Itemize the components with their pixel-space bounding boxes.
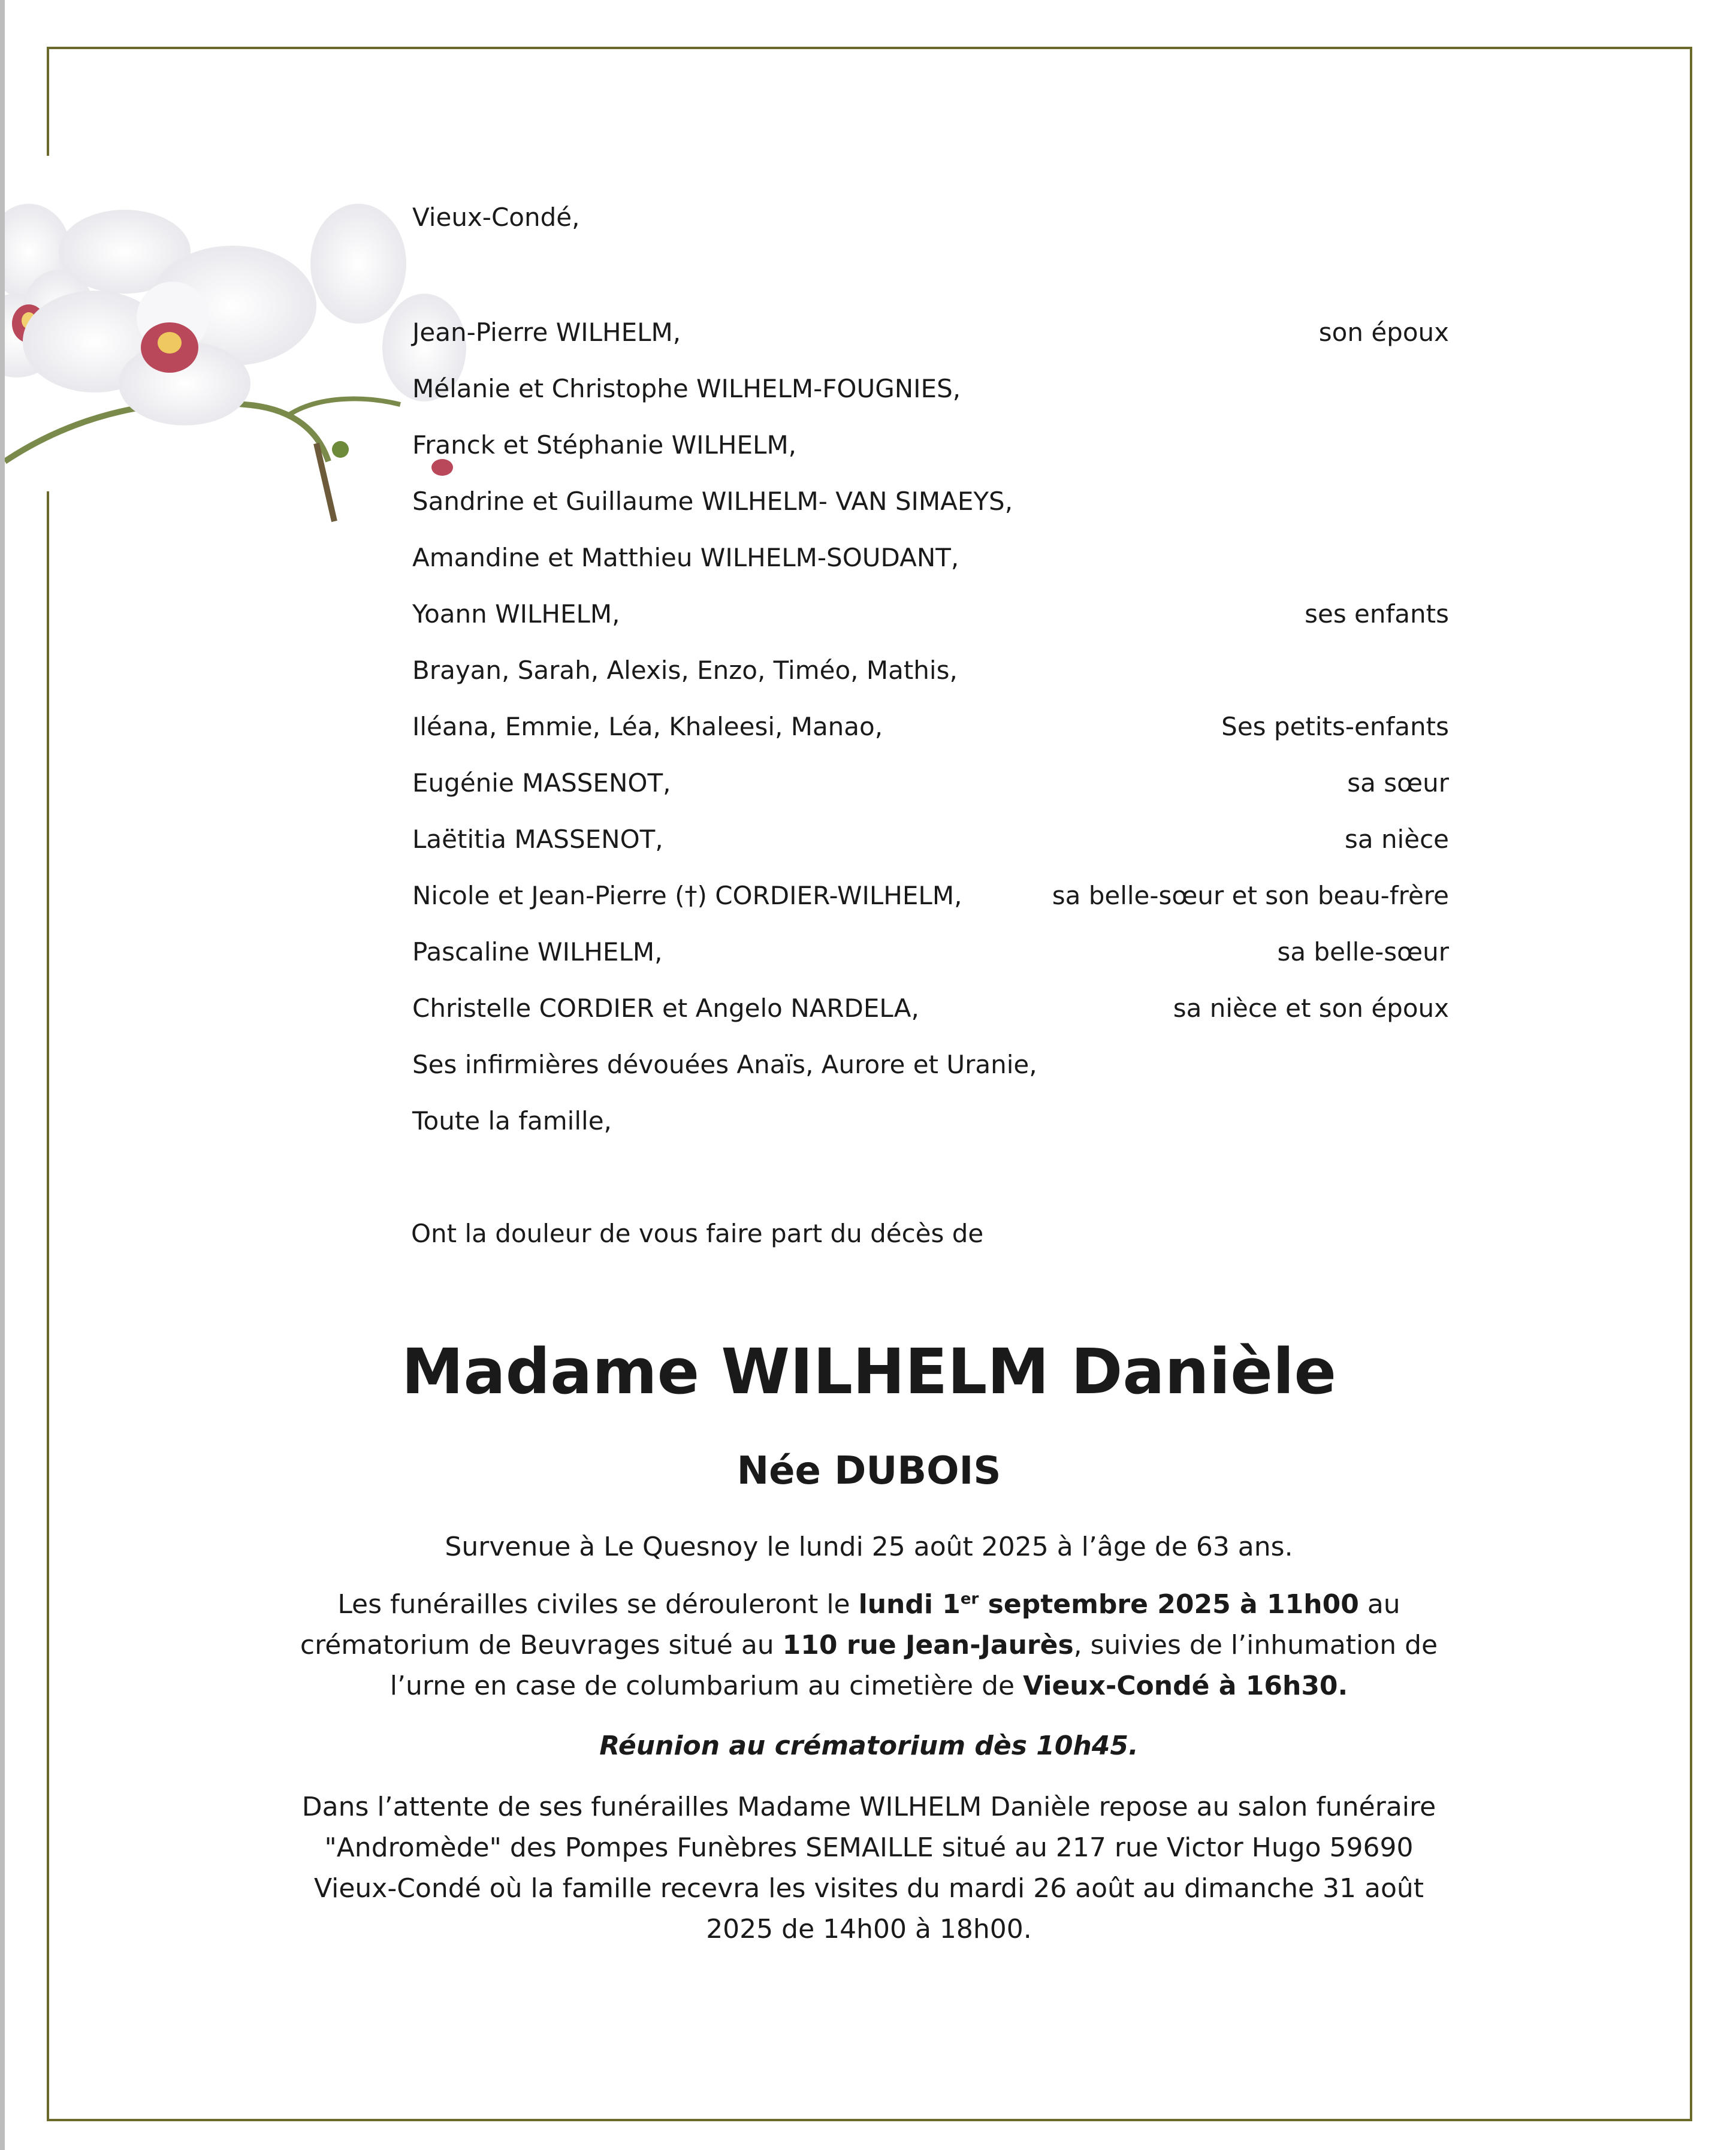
- relative-row: [412, 1050, 1449, 1106]
- city-heading: Vieux-Condé,: [412, 203, 580, 232]
- relative-role: sa nièce et son époux: [1173, 994, 1449, 1023]
- relative-name: Franck et Stéphanie WILHELM,: [412, 430, 797, 460]
- relative-row: [412, 937, 1449, 994]
- relative-row: [412, 768, 1449, 825]
- relative-name: Ses infirmières dévouées Anaïs, Aurore et Uranie,: [412, 1050, 1037, 1079]
- funeral-text-1: Les funérailles civiles se dérouleront le: [337, 1589, 859, 1620]
- relative-name: Jean-Pierre WILHELM,: [412, 318, 681, 347]
- burial-place-time: Vieux-Condé à 16h30.: [1023, 1671, 1348, 1701]
- relative-name: Pascaline WILHELM,: [412, 937, 663, 967]
- maiden-name: Née DUBOIS: [736, 1449, 1001, 1493]
- deceased-name: Madame WILHELM Danièle: [401, 1335, 1337, 1408]
- relative-row: [412, 487, 1449, 543]
- relative-row: [412, 712, 1449, 768]
- relative-row: [412, 656, 1449, 712]
- relative-role: ses enfants: [1305, 599, 1449, 629]
- relative-row: [412, 318, 1449, 374]
- relative-row: [412, 881, 1449, 937]
- relative-role: sa belle-sœur et son beau-frère: [1052, 881, 1449, 910]
- relative-role: son époux: [1318, 318, 1449, 347]
- relative-row: [412, 599, 1449, 656]
- funeral-date: lundi 1er septembre 2025 à 11h00: [858, 1589, 1359, 1620]
- relative-name: Laëtitia MASSENOT,: [412, 825, 663, 854]
- relative-role: Ses petits-enfants: [1221, 712, 1449, 741]
- relative-name: Amandine et Matthieu WILHELM-SOUDANT,: [412, 543, 959, 572]
- funeral-text-3: , suivies de l’inhumation de l’urne en case de columbarium au cimetière de: [390, 1630, 1438, 1701]
- relative-name: Brayan, Sarah, Alexis, Enzo, Timéo, Mathis,: [412, 656, 958, 685]
- relative-row: [412, 825, 1449, 881]
- relative-role: sa belle-sœur: [1277, 937, 1449, 967]
- funeral-address: 110 rue Jean-Jaurès: [782, 1630, 1074, 1660]
- funeral-text-2: au crématorium de Beuvrages situé au: [300, 1589, 1400, 1660]
- date-superscript: er: [960, 1590, 979, 1608]
- relative-row: [412, 1106, 1449, 1162]
- relative-name: Christelle CORDIER et Angelo NARDELA,: [412, 994, 919, 1023]
- funeral-details: [288, 1584, 1450, 1707]
- relatives-list: [412, 318, 1449, 1162]
- relative-row: [412, 543, 1449, 599]
- relative-name: Nicole et Jean-Pierre (†) CORDIER-WILHELM,: [412, 881, 962, 910]
- relative-name: Yoann WILHELM,: [412, 599, 620, 629]
- scan-edge: [0, 0, 5, 2150]
- meeting-notice: Réunion au crématorium dès 10h45.: [599, 1731, 1139, 1761]
- relative-role: sa sœur: [1347, 768, 1449, 798]
- relative-name: Eugénie MASSENOT,: [412, 768, 671, 798]
- relative-row: [412, 430, 1449, 487]
- relative-row: [412, 994, 1449, 1050]
- relative-name: Mélanie et Christophe WILHELM-FOUGNIES,: [412, 374, 961, 403]
- announcement-intro: Ont la douleur de vous faire part du décès de: [411, 1219, 984, 1248]
- relative-role: sa nièce: [1344, 825, 1449, 854]
- death-notice: Survenue à Le Quesnoy le lundi 25 août 2025 à l’âge de 63 ans.: [445, 1532, 1293, 1562]
- visits-notice: Dans l’attente de ses funérailles Madame WILHELM Danièle repose au salon funéraire "Andromède" des Pompes Funèbres SEMAILLE situé au 217 rue Victor Hugo 59690 Vieux-Condé où la famille recevra les visites du mardi 26 août au dimanche 31 août 2025 de 14h00 à 18h00.: [301, 1792, 1436, 1944]
- orchid-flower-main: [23, 210, 316, 425]
- relative-name: Toute la famille,: [412, 1106, 612, 1136]
- relative-name: Iléana, Emmie, Léa, Khaleesi, Manao,: [412, 712, 883, 741]
- relative-name: Sandrine et Guillaume WILHELM- VAN SIMAEYS,: [412, 487, 1013, 516]
- relative-row: [412, 374, 1449, 430]
